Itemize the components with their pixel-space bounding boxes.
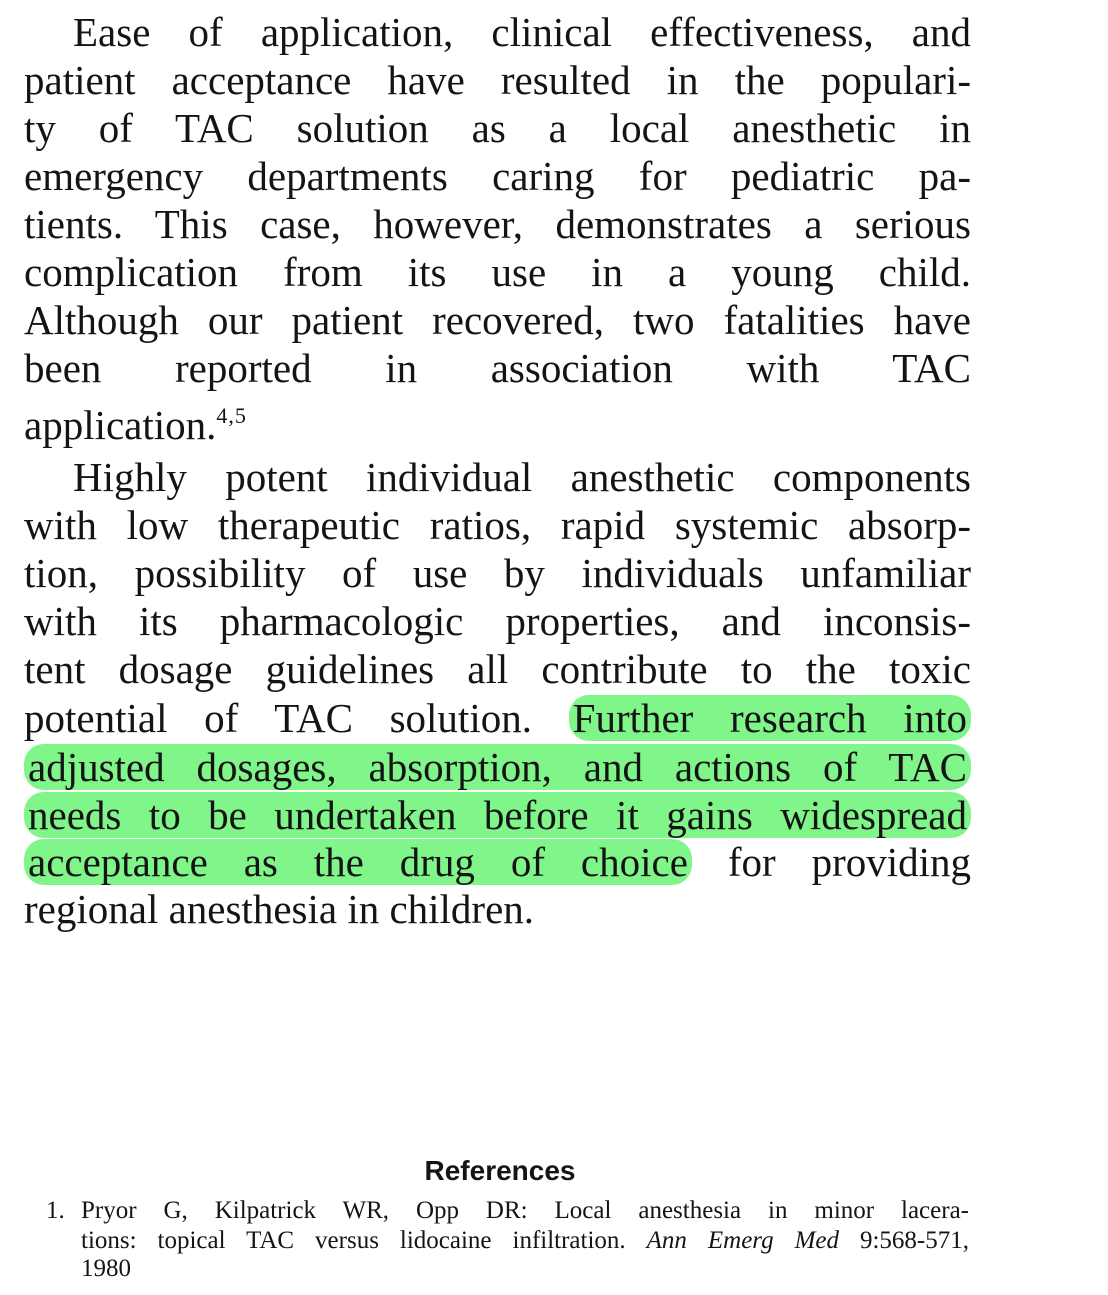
paragraph-text: potential of TAC solution.: [24, 695, 532, 741]
highlighted-text: adjusted dosages, absorption, and actions of TAC: [24, 744, 971, 790]
paragraph-line: tion, possibility of use by individuals unfamiliar: [24, 550, 971, 596]
reference-pages: 9:568-571,: [859, 1227, 969, 1254]
reference-line: [81, 1227, 969, 1255]
paragraph-line: with low therapeutic ratios, rapid systemic absorp-: [24, 502, 971, 548]
paragraph-line: [24, 695, 971, 741]
paragraph-line: Although our patient recovered, two fatalities have: [24, 297, 971, 343]
reference-number: 1.: [46, 1197, 65, 1224]
paragraph-text: for providing: [727, 839, 972, 885]
paragraph-line: Highly potent individual anesthetic components: [73, 454, 971, 500]
reference-text: tions: topical TAC versus lidocaine infiltration.: [81, 1227, 626, 1254]
paragraph-text: application.: [24, 402, 217, 448]
highlighted-text: needs to be undertaken before it gains widespread: [24, 792, 971, 838]
paragraph-line: [24, 393, 971, 448]
paragraph-line: with its pharmacologic properties, and inconsis-: [24, 598, 971, 644]
paragraph-line: tent dosage guidelines all contribute to the toxic: [24, 646, 971, 692]
highlighted-text: Further research into: [569, 695, 971, 741]
paragraph-line: ty of TAC solution as a local anesthetic in: [24, 105, 971, 151]
highlighted-text: acceptance as the drug of choice: [24, 839, 692, 885]
paragraph-line: been reported in association with TAC: [24, 345, 971, 391]
journal-name: Ann Emerg Med: [646, 1227, 839, 1254]
citation-superscript: 4,5: [216, 403, 247, 428]
paragraph-line: [24, 744, 971, 790]
paragraph-line: Ease of application, clinical effectiveness, and: [73, 9, 971, 55]
paragraph-line: patient acceptance have resulted in the populari-: [24, 57, 971, 103]
reference-line: Pryor G, Kilpatrick WR, Opp DR: Local anesthesia in minor lacera-: [81, 1197, 969, 1224]
references-heading: References: [424, 1155, 576, 1186]
paragraph-line: regional anesthesia in children.: [24, 886, 535, 932]
paragraph-line: [24, 792, 971, 838]
paragraph-line: complication from its use in a young child.: [24, 249, 971, 295]
paragraph-line: [24, 839, 971, 885]
paragraph-line: emergency departments caring for pediatric pa-: [24, 153, 971, 199]
paragraph-line: tients. This case, however, demonstrates a serious: [24, 201, 971, 247]
reference-line: 1980: [81, 1255, 131, 1282]
